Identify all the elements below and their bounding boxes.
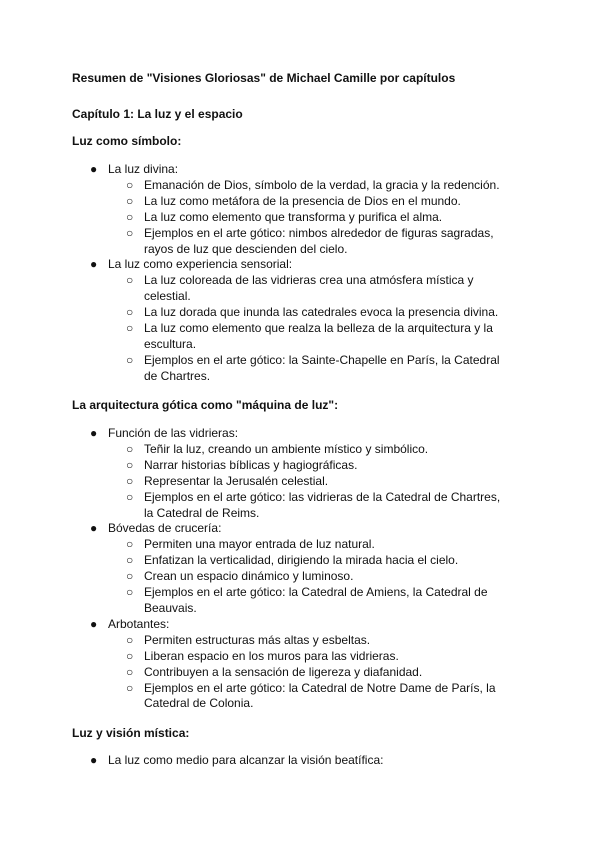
sub-list-item [0, 633, 504, 649]
sub-list-item-text: Emanación de Dios, símbolo de la verdad, la gracia y la redención. [144, 177, 500, 192]
sub-list-item-text: La luz coloreada de las vidrieras crea una atmósfera mística y celestial. [144, 273, 474, 304]
circle-bullet-icon: ○ [126, 648, 134, 663]
sub-list-item [0, 553, 504, 569]
list-item-label: Bóvedas de crucería: [108, 521, 222, 536]
circle-bullet-icon: ○ [126, 680, 134, 695]
sub-list-item [0, 474, 504, 490]
list-item [0, 617, 600, 712]
section-list [0, 753, 600, 769]
sub-list-item-text: Enfatizan la verticalidad, dirigiendo la mirada hacia el cielo. [144, 553, 459, 568]
bullet-icon: ● [90, 616, 98, 631]
circle-bullet-icon: ○ [126, 569, 134, 584]
sub-list-item-text: Representar la Jerusalén celestial. [144, 473, 329, 488]
sub-list-item-text: Narrar historias bíblicas y hagiográficas. [144, 457, 358, 472]
circle-bullet-icon: ○ [126, 305, 134, 320]
sub-list-item-text: Ejemplos en el arte gótico: nimbos alrededor de figuras sagradas, rayos de luz que descienden del cielo. [144, 225, 494, 256]
circle-bullet-icon: ○ [126, 457, 134, 472]
section-list [0, 162, 600, 385]
list-item [0, 753, 600, 769]
sub-list-item [0, 178, 504, 194]
sub-list-item-text: Ejemplos en el arte gótico: la Catedral de Amiens, la Catedral de Beauvais. [144, 585, 488, 615]
circle-bullet-icon: ○ [126, 489, 134, 504]
list-item-label: Función de las vidrieras: [108, 426, 239, 440]
circle-bullet-icon: ○ [126, 321, 134, 336]
bullet-icon: ● [90, 753, 98, 767]
circle-bullet-icon: ○ [126, 177, 134, 192]
sub-list-item [0, 585, 504, 617]
sub-list-item [0, 458, 504, 474]
list-item [0, 521, 600, 616]
list-item [0, 257, 600, 384]
circle-bullet-icon: ○ [126, 585, 134, 600]
circle-bullet-icon: ○ [126, 537, 134, 552]
circle-bullet-icon: ○ [126, 225, 134, 240]
sub-list-item [0, 194, 504, 210]
bullet-icon: ● [90, 162, 98, 176]
sub-list-item-text: Crean un espacio dinámico y luminoso. [144, 569, 354, 584]
section-heading: La arquitectura gótica como "máquina de luz": [72, 398, 339, 412]
list-item-label: La luz como medio para alcanzar la visión beatífica: [108, 753, 384, 767]
sub-list-item [0, 681, 504, 713]
sub-list-item [0, 665, 504, 681]
circle-bullet-icon: ○ [126, 632, 134, 647]
circle-bullet-icon: ○ [126, 441, 134, 456]
sub-list-item-text: Ejemplos en el arte gótico: la Catedral de Notre Dame de París, la Catedral de Colonia. [144, 680, 496, 711]
sub-list-item [0, 321, 504, 353]
circle-bullet-icon: ○ [126, 352, 134, 367]
bullet-icon: ● [90, 521, 98, 536]
section-heading: Luz como símbolo: [72, 134, 182, 148]
sub-list-item-text: Permiten estructuras más altas y esbeltas. [144, 632, 371, 647]
sub-list-item [0, 353, 504, 385]
circle-bullet-icon: ○ [126, 209, 134, 224]
circle-bullet-icon: ○ [126, 193, 134, 208]
sub-list-item-text: Teñir la luz, creando un ambiente místico y simbólico. [144, 441, 429, 456]
sub-list-item-text: Permiten una mayor entrada de luz natural. [144, 537, 375, 552]
sub-list-item [0, 442, 504, 458]
circle-bullet-icon: ○ [126, 273, 134, 288]
list-item-label: La luz como experiencia sensorial: [108, 257, 293, 272]
sub-list-item-text: Ejemplos en el arte gótico: la Sainte-Chapelle en París, la Catedral de Chartres. [144, 352, 500, 383]
sub-list-item-text: Liberan espacio en los muros para las vidrieras. [144, 648, 399, 663]
sub-list-item-text: Ejemplos en el arte gótico: las vidrieras de la Catedral de Chartres, la Catedral de Reims. [144, 489, 501, 520]
chapter-heading: Capítulo 1: La luz y el espacio [72, 107, 243, 121]
circle-bullet-icon: ○ [126, 473, 134, 488]
sub-list-item [0, 569, 504, 585]
sub-list-item [0, 273, 504, 305]
circle-bullet-icon: ○ [126, 553, 134, 568]
section-heading: Luz y visión mística: [72, 726, 190, 740]
sub-list-item [0, 490, 504, 522]
list-item-label: La luz divina: [108, 162, 179, 176]
sub-list-item [0, 226, 504, 258]
list-item-label: Arbotantes: [108, 616, 170, 631]
sub-list-item-text: Contribuyen a la sensación de ligereza y diafanidad. [144, 664, 423, 679]
sub-list-item [0, 305, 504, 321]
section-list [0, 426, 600, 712]
sub-list-item [0, 210, 504, 226]
list-item [0, 162, 600, 257]
sub-list-item [0, 649, 504, 665]
sub-list-item-text: La luz como metáfora de la presencia de Dios en el mundo. [144, 193, 461, 208]
list-item [0, 426, 600, 521]
sub-list-item-text: La luz dorada que inunda las catedrales evoca la presencia divina. [144, 305, 499, 320]
sub-list-item [0, 537, 504, 553]
sub-list-item-text: La luz como elemento que transforma y purifica el alma. [144, 209, 443, 224]
sub-list-item-text: La luz como elemento que realza la belleza de la arquitectura y la escultura. [144, 321, 493, 351]
circle-bullet-icon: ○ [126, 664, 134, 679]
document-title: Resumen de "Visiones Gloriosas" de Michael Camille por capítulos [72, 71, 456, 85]
bullet-icon: ● [90, 257, 98, 272]
bullet-icon: ● [90, 426, 98, 440]
